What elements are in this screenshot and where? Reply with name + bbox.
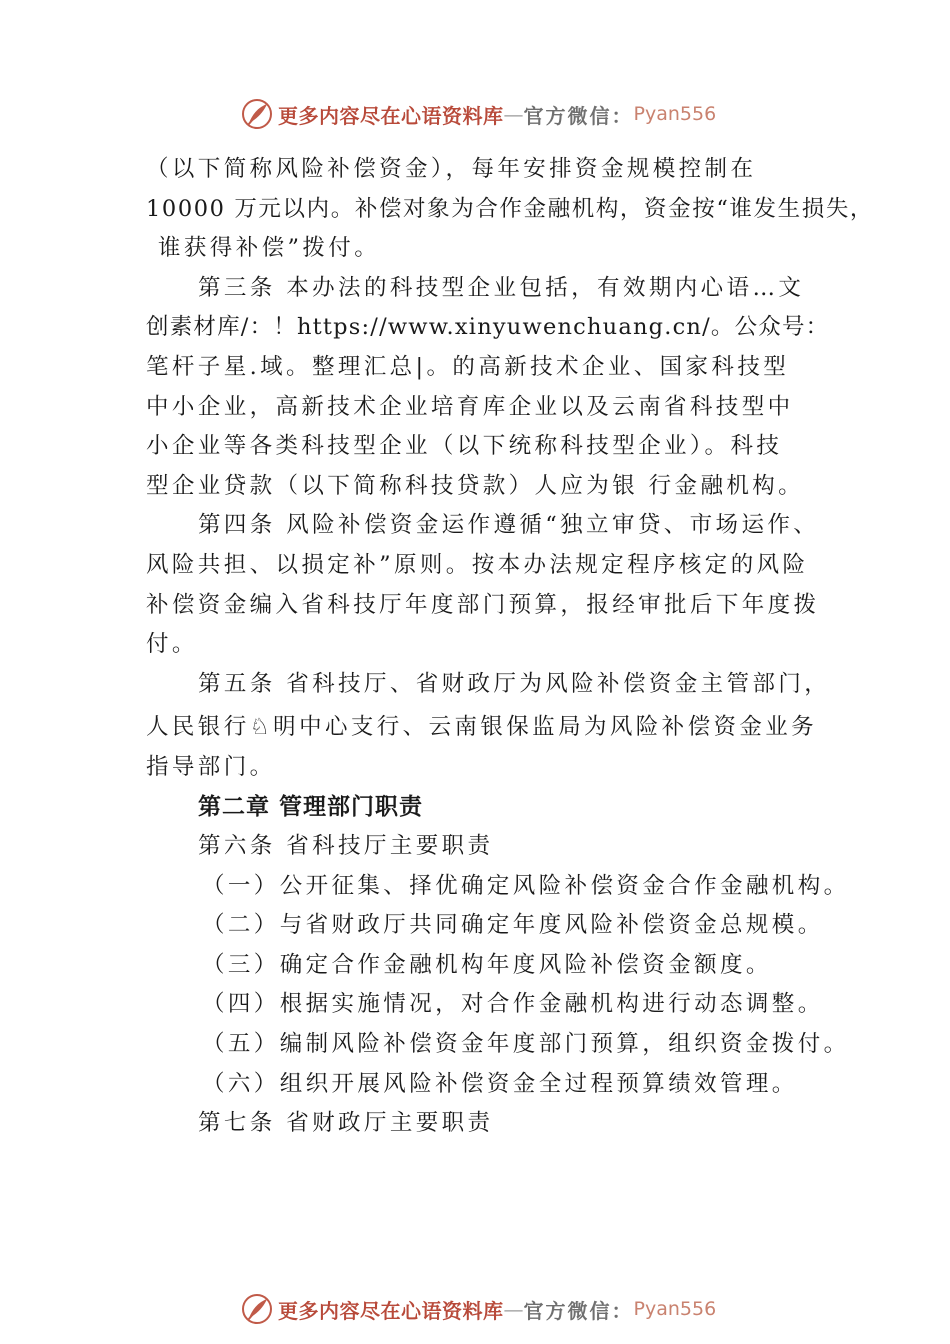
document-body — [146, 150, 875, 1144]
article-4-line: 第四条 风险补偿资金运作遵循“独立审贷、市场运作、 — [198, 512, 820, 539]
article-3-line: 第三条 本办法的科技型企业包括，有效期内心语…文 — [198, 274, 805, 301]
body-line: （以下简称风险补偿资金），每年安排资金规模控制在 — [146, 156, 757, 182]
watermark-separator: — — [503, 102, 524, 126]
watermark-main-text: 更多内容尽在心语资料库 — [278, 1298, 504, 1323]
article-5-line: 第五条 省科技厅、省财政厅为风险补偿资金主管部门， — [198, 670, 831, 697]
body-line: 风险共担、以损定补”原则。按本办法规定程序核定的风险 — [146, 551, 809, 578]
body-line: 谁获得补偿”拨付。 — [158, 235, 381, 262]
article-6-item: （三）确定合作金融机构年度风险补偿资金额度。 — [202, 951, 772, 978]
feather-quill-icon — [240, 1292, 274, 1326]
watermark-wechat-id: Pyan556 — [633, 103, 717, 125]
body-line: 笔杆子星.域。整理汇总|。的高新技术企业、国家科技型 — [146, 353, 790, 380]
body-line: 创素材库/：！https://www.xinyuwenchuang.cn/。公众号： — [146, 314, 830, 341]
body-line: 小企业等各类科技型企业（以下统称科技型企业）。科技 — [146, 433, 783, 460]
article-6-item: （四）根据实施情况，对合作金融机构进行动态调整。 — [202, 991, 824, 1018]
body-line: 指导部门。 — [146, 753, 276, 780]
watermark-main-text: 更多内容尽在心语资料库 — [278, 103, 504, 128]
body-line: 付。 — [146, 631, 198, 658]
body-line: 10000 万元以内。补偿对象为合作金融机构，资金按“谁发生损失， — [146, 195, 875, 222]
body-line: 补偿资金编入省科技厅年度部门预算，报经审批后下年度拨 — [146, 591, 820, 618]
article-6-title: 第六条 省科技厅主要职责 — [198, 833, 494, 860]
chapter-title: 第二章 管理部门职责 — [198, 793, 424, 820]
article-6-item: （二）与省财政厅共同确定年度风险补偿资金总规模。 — [202, 912, 824, 939]
footer-watermark — [240, 1291, 760, 1327]
article-6-item: （五）编制风险补偿资金年度部门预算，组织资金拨付。 — [202, 1031, 850, 1058]
watermark-wechat-id: Pyan556 — [633, 1298, 717, 1320]
watermark-separator: — — [503, 1297, 524, 1321]
feather-quill-icon — [240, 97, 274, 131]
article-6-item: （六）组织开展风险补偿资金全过程预算绩效管理。 — [202, 1070, 798, 1097]
header-watermark — [240, 96, 760, 132]
article-6-item: （一）公开征集、择优确定风险补偿资金合作金融机构。 — [202, 872, 850, 899]
body-line: 型企业贷款（以下简称科技贷款）人应为银 行金融机构。 — [146, 472, 805, 499]
article-7-title: 第七条 省财政厅主要职责 — [198, 1110, 494, 1137]
body-line: 人民银行♘明中心支行、云南银保监局为风险补偿资金业务 — [146, 714, 818, 741]
body-line: 中小企业，高新技术企业培育库企业以及云南省科技型中 — [146, 393, 794, 420]
watermark-official-text: 官方微信： — [523, 103, 634, 128]
watermark-official-text: 官方微信： — [523, 1298, 634, 1323]
